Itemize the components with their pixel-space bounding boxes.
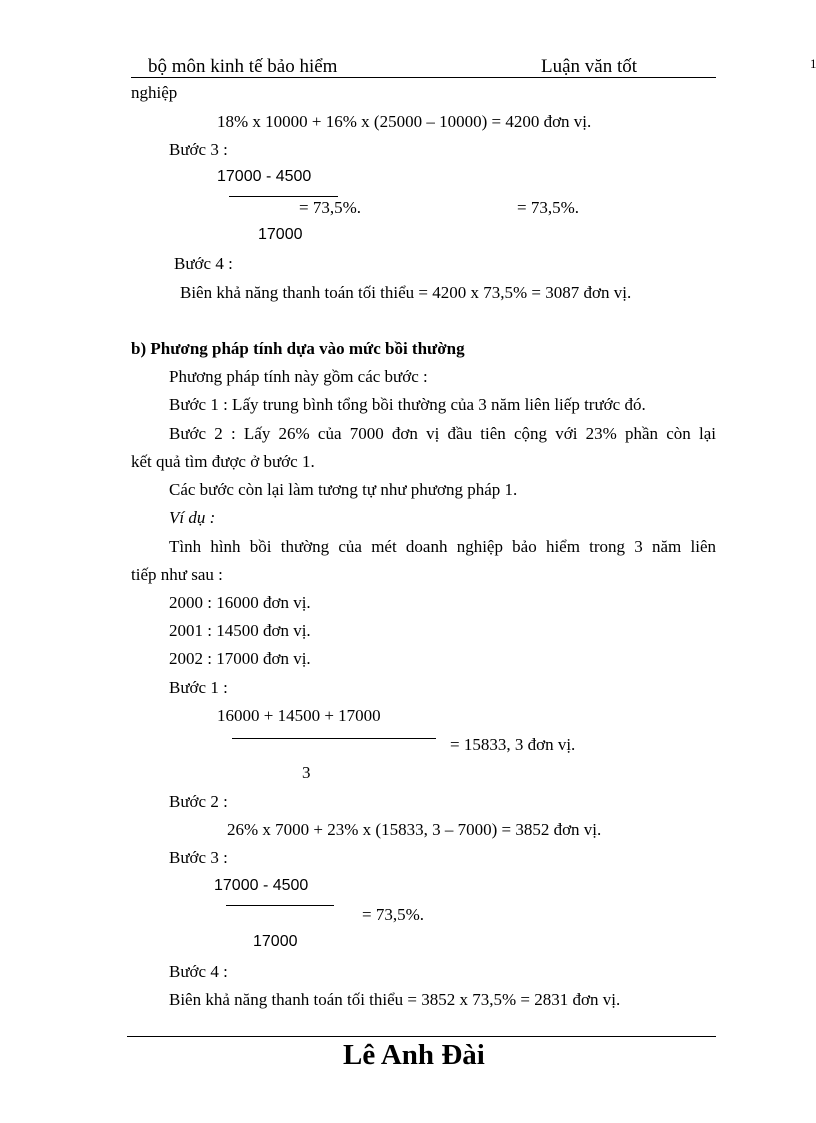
ex-step1-fraction-bar <box>232 738 436 739</box>
header-rule <box>131 77 716 78</box>
ex-step3-result: = 73,5%. <box>362 905 424 924</box>
ex-step2-formula: 26% x 7000 + 23% x (15833, 3 – 7000) = 3852 đơn vị. <box>227 820 602 839</box>
header-right: Luận văn tốt <box>541 56 638 77</box>
ex-step3-fraction-bar <box>226 905 334 906</box>
ex-step4-text: Biên khả năng thanh toán tối thiểu = 3852 x 73,5% = 2831 đơn vị. <box>169 990 621 1009</box>
year-row: 2002 : 17000 đơn vị. <box>169 649 311 668</box>
section-b-heading: b) Phương pháp tính dựa vào mức bồi thường <box>131 339 465 358</box>
example-label: Ví dụ : <box>169 508 216 527</box>
ex-step1-numerator: 16000 + 14500 + 17000 <box>217 706 381 725</box>
section-b-others: Các bước còn lại làm tương tự như phương pháp 1. <box>169 480 518 499</box>
section-b-step2-line2: kết quả tìm được ở bước 1. <box>131 452 315 471</box>
page-number: 1 <box>810 56 816 71</box>
step3-numerator: 17000 - 4500 <box>217 168 312 185</box>
ex-step1-denominator: 3 <box>302 763 311 782</box>
example-line1: Tình hình bồi thường của mét doanh nghiệp bảo hiểm trong 3 năm liên <box>169 537 716 556</box>
footer-rule <box>127 1036 716 1037</box>
year-row: 2000 : 16000 đơn vị. <box>169 593 311 612</box>
ex-step2-label: Bước 2 : <box>169 792 228 811</box>
ex-step3-label: Bước 3 : <box>169 848 228 867</box>
section-b-intro: Phương pháp tính này gồm các bước : <box>169 367 428 386</box>
header-left: bộ môn kinh tế bảo hiểm <box>148 56 338 77</box>
step3-result-1: = 73,5%. <box>299 198 361 217</box>
footer-author: Lê Anh Đài <box>343 1039 485 1071</box>
ex-step1-label: Bước 1 : <box>169 678 228 697</box>
step3-label: Bước 3 : <box>169 140 228 159</box>
ex-step3-denominator: 17000 <box>253 933 298 950</box>
example-line2: tiếp như sau : <box>131 565 223 584</box>
step4-label: Bước 4 : <box>174 254 233 273</box>
ex-step4-label: Bước 4 : <box>169 962 228 981</box>
step3-fraction-bar <box>229 196 338 197</box>
step3-result-2: = 73,5%. <box>517 198 579 217</box>
year-row: 2001 : 14500 đơn vị. <box>169 621 311 640</box>
header-continuation: nghiệp <box>131 83 178 102</box>
step3-denominator: 17000 <box>258 226 303 243</box>
section-b-step1: Bước 1 : Lấy trung bình tổng bồi thường của 3 năm liên liếp trước đó. <box>169 395 646 414</box>
step4-text: Biên khả năng thanh toán tối thiểu = 4200 x 73,5% = 3087 đơn vị. <box>180 283 632 302</box>
ex-step1-result: = 15833, 3 đơn vị. <box>450 735 576 754</box>
section-b-step2-line1: Bước 2 : Lấy 26% của 7000 đơn vị đầu tiên cộng với 23% phần còn lại <box>169 424 716 443</box>
method-a-formula: 18% x 10000 + 16% x (25000 – 10000) = 4200 đơn vị. <box>217 112 592 131</box>
ex-step3-numerator: 17000 - 4500 <box>214 877 309 894</box>
